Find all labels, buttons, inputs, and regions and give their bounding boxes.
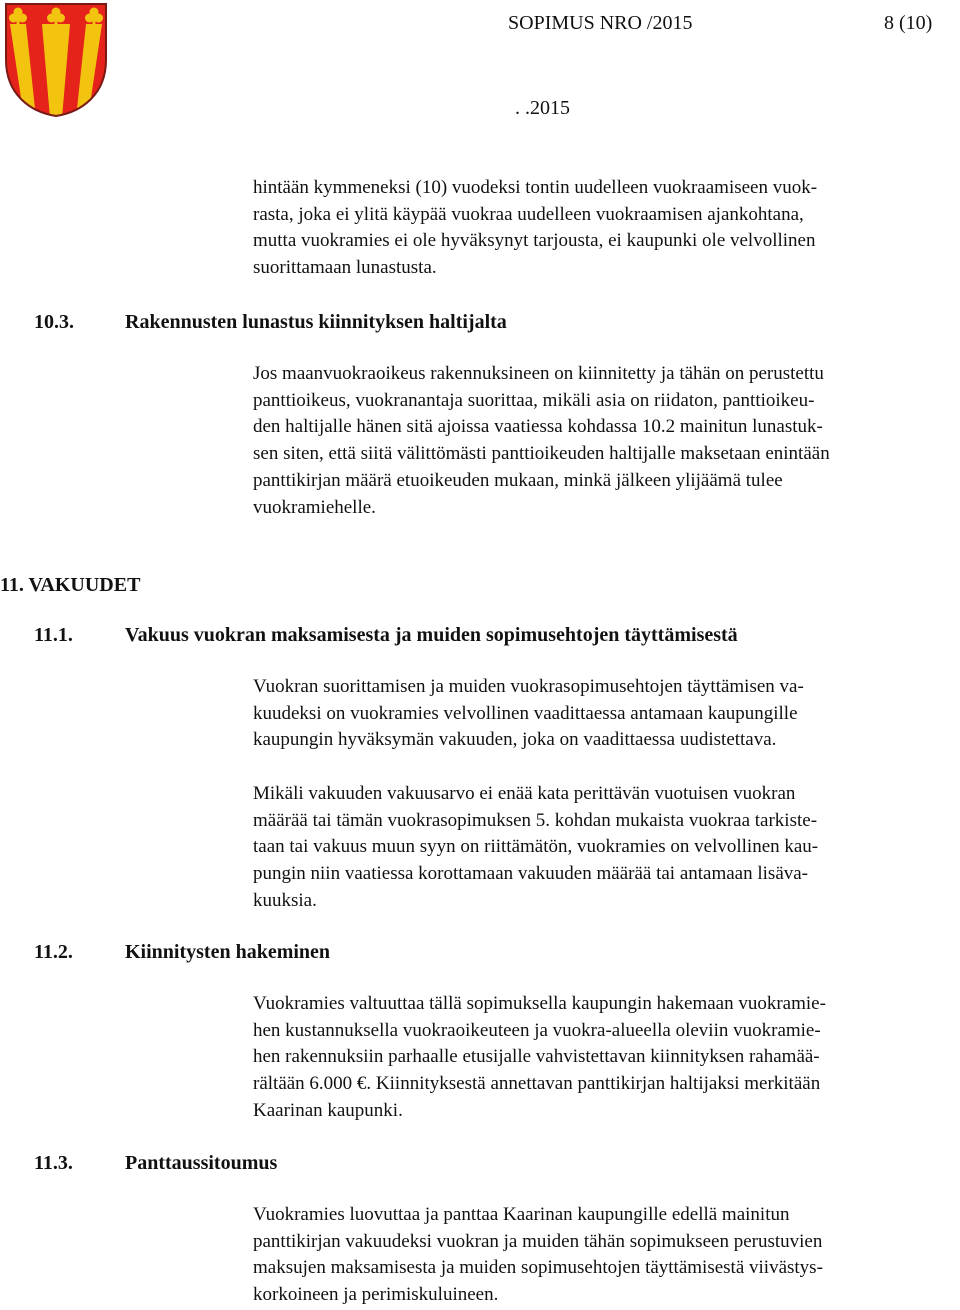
section-number: 11.3. bbox=[34, 1152, 73, 1174]
paragraph-continuation: hintään kymmeneksi (10) vuodeksi tontin uudelleen vuokraamiseen vuok- rasta, joka ei ylitä käypää vuokraa uudelleen vuokraamisen ajankohtana, mutta vuokramies ei ole hyväksynyt tarjousta, ei kaupunki ole velvollinen suorittamaan lunastusta. bbox=[253, 177, 818, 279]
paragraph-pledge: Vuokramies luovuttaa ja panttaa Kaarinan kaupungille edellä mainitun panttikirjan vakuudeksi vuokran ja muiden tähän sopimukseen perustuvien maksujen maksamisesta ja muiden sopimusehtojen täyttämisestä viivästys- korkoineen ja perimiskuluineen. bbox=[253, 1204, 823, 1306]
section-title: Panttaussitoumus bbox=[125, 1152, 278, 1174]
section-title: Vakuus vuokran maksamisesta ja muiden sopimusehtojen täyttämisestä bbox=[125, 624, 738, 646]
paragraph-redemption: Jos maanvuokraoikeus rakennuksineen on kiinnitetty ja tähän on perustettu panttioikeus, vuokranantaja suorittaa, mikäli asia on riidaton, panttioikeu- den haltijalle hänen sitä ajoissa vaatiessa kohdassa 10.2 mainitun lunastuk- sen siten, että siitä välittömästi panttioikeuden haltijalle maksetaan enintään panttikirjan määrä etuoikeuden mukaan, minkä jälkeen ylijäämä tulee vuokramiehelle. bbox=[253, 363, 830, 518]
paragraph-security-value: Mikäli vakuuden vakuusarvo ei enää kata perittävän vuotuisen vuokran määrää tai tämän vuokrasopimuksen 5. kohdan mukaista vuokraa tarkiste- taan tai vakuus muun syyn on riittämätön, vuokramies on velvollinen kau- pungin niin vaatiessa korottamaan vakuuden määrää tai antamaan lisäva- kuuksia. bbox=[253, 783, 819, 911]
section-number: 10.3. bbox=[34, 311, 74, 333]
paragraph-security: Vuokran suorittamisen ja muiden vuokrasopimusehtojen täyttämisen va- kuudeksi on vuokramies velvollinen vaadittaessa antamaan kaupungille kaupungin hyväksymän vakuuden, joka on vaadittaessa uudistettava. bbox=[253, 676, 804, 751]
chapter-heading-11 bbox=[0, 574, 140, 597]
section-title: Kiinnitysten hakeminen bbox=[125, 941, 331, 963]
chapter-title: 11. VAKUUDET bbox=[0, 574, 141, 596]
municipal-crest-logo bbox=[4, 2, 108, 118]
section-number: 11.2. bbox=[34, 941, 73, 963]
page-number: 8 (10) bbox=[884, 12, 933, 34]
document-date: . .2015 bbox=[515, 97, 570, 119]
paragraph-mortgage: Vuokramies valtuuttaa tällä sopimuksella kaupungin hakemaan vuokramie- hen kustannuksella vuokraoikeuteen ja vuokra-alueella oleviin vuokramie- hen rakennuksiin parhaalle etusijalle vahvistettavan kiinnityksen rahamää- rältään 6.000 €. Kiinnityksestä annettavan panttikirjan haltijaksi merkitään Kaarinan kaupunki. bbox=[253, 993, 826, 1121]
section-number: 11.1. bbox=[34, 624, 73, 646]
document-title: SOPIMUS NRO /2015 bbox=[508, 12, 693, 34]
section-title: Rakennusten lunastus kiinnityksen haltijalta bbox=[125, 311, 507, 333]
